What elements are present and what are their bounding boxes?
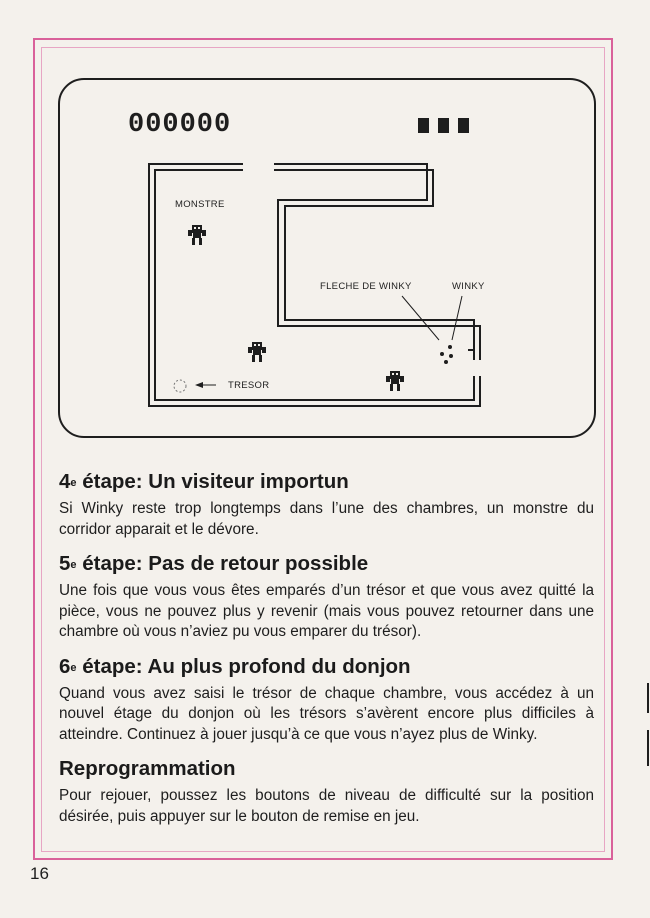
section-body: Si Winky reste trop longtemps dans l’une des chambres, un monstre du corridor apparait et le dévore.: [59, 500, 594, 538]
lives-indicator: [418, 118, 469, 133]
monster-sprite: [186, 222, 208, 248]
section: [59, 551, 594, 643]
page-number: 16: [30, 864, 49, 883]
instructions-text: [59, 469, 594, 838]
section: [59, 654, 594, 746]
section-body: Quand vous avez saisi le trésor de chaque chambre, vous accédez à un nouvel étage du donjon où les trésors s’avèrent encore plus difficiles à atteindre. Continuez à jouer jusqu’à ce que vous n’ayez plus de Winky.: [59, 684, 594, 743]
winky-label: WINKY: [452, 281, 485, 292]
section-body: Une fois que vous vous êtes emparés d’un trésor et que vous avez quitté la pièce, vous ne pouvez plus y revenir (mais vous pouvez retourner dans une chambre où vous n’aviez pu vous emparer du trésor).: [59, 582, 594, 640]
winky-arrow-label: FLECHE DE WINKY: [320, 281, 412, 292]
treasure-label: TRESOR: [228, 380, 270, 391]
section-heading: Reprogrammation: [59, 757, 236, 780]
treasure-icon: [170, 375, 192, 397]
section-heading: 4e étape: Un visiteur importun: [59, 470, 349, 493]
winky-sprite: [436, 336, 460, 368]
monster-sprite: [246, 339, 268, 365]
life-marker: [418, 118, 429, 133]
margin-mark: [647, 730, 649, 766]
life-marker: [438, 118, 449, 133]
section: [59, 469, 594, 540]
monster-label: MONSTRE: [175, 199, 225, 210]
section: [59, 756, 594, 827]
life-marker: [458, 118, 469, 133]
section-body: Pour rejouer, poussez les boutons de niveau de difficulté sur la position désirée, puis appuyer sur le bouton de remise en jeu.: [59, 787, 594, 825]
score-display: 000000: [128, 110, 232, 140]
monster-sprite: [384, 368, 406, 394]
margin-mark: [647, 683, 649, 713]
section-heading: 6e étape: Au plus profond du donjon: [59, 654, 411, 678]
section-heading: 5e étape: Pas de retour possible: [59, 552, 369, 575]
